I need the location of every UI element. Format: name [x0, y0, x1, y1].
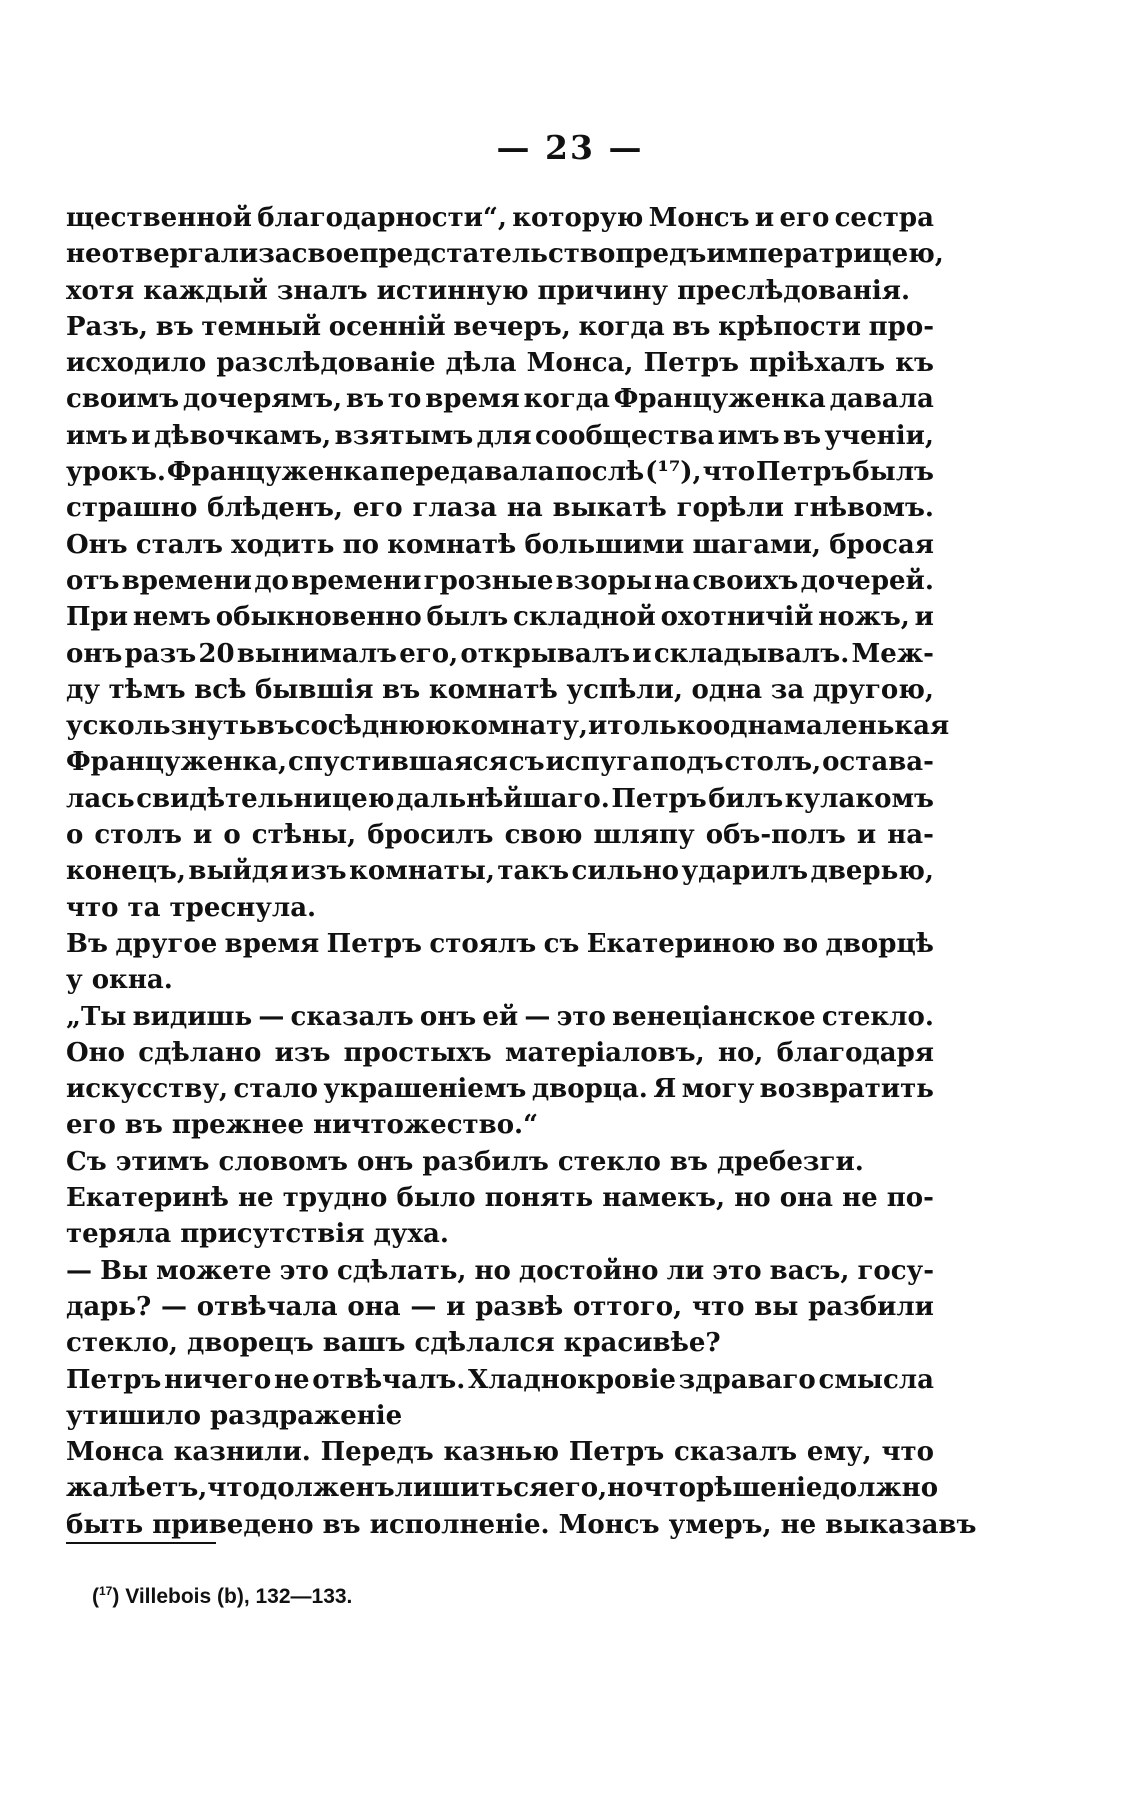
- word: предстательство: [359, 239, 616, 270]
- body-text: [66, 200, 977, 1543]
- word: При: [66, 602, 129, 633]
- word: но: [607, 1473, 644, 1504]
- word: стало: [233, 1074, 318, 1105]
- word: въ: [783, 420, 822, 451]
- word: ничего: [164, 1364, 272, 1395]
- word: обыкновенно: [215, 602, 422, 633]
- word: стоялъ: [429, 928, 537, 959]
- text-line: [66, 345, 934, 381]
- text-line: [66, 708, 950, 744]
- word: взоры: [555, 565, 652, 596]
- word: въ: [672, 311, 711, 342]
- word: давала: [829, 384, 934, 415]
- word: —: [258, 1001, 285, 1032]
- word: казнили.: [173, 1437, 311, 1468]
- text-line: [66, 236, 944, 272]
- text-line: [66, 1144, 934, 1180]
- word: такъ: [497, 856, 570, 887]
- word: казнью: [443, 1437, 560, 1468]
- word: сказалъ: [673, 1437, 798, 1468]
- word: комнаты,: [349, 856, 495, 887]
- word: по: [342, 529, 379, 560]
- word: что: [691, 1291, 745, 1322]
- word: время: [425, 384, 520, 415]
- word: времени: [291, 565, 422, 596]
- text-line: [66, 1434, 934, 1470]
- text-line: [66, 1035, 934, 1071]
- text-line: [66, 853, 934, 889]
- paragraph: [66, 1144, 934, 1180]
- word: это: [279, 1255, 329, 1286]
- text-line: [66, 1362, 934, 1398]
- word: это: [712, 1255, 762, 1286]
- word: Петръ: [756, 457, 852, 488]
- word: ходить: [231, 529, 335, 560]
- word: въ: [256, 711, 295, 742]
- paragraph: [66, 1434, 977, 1543]
- word: долженъ: [259, 1473, 395, 1504]
- text-line-content: теряла присутствія духа.: [66, 1219, 449, 1250]
- word: его,: [399, 638, 459, 669]
- text-line: [66, 1289, 934, 1325]
- text-line: [66, 1325, 934, 1361]
- word: (¹⁷),: [645, 457, 702, 488]
- word: Я: [653, 1074, 677, 1105]
- word: сталъ: [135, 529, 223, 560]
- word: императрицею,: [706, 239, 944, 270]
- text-line: [66, 599, 934, 635]
- word: остава-: [822, 747, 934, 778]
- text-line: [66, 999, 934, 1035]
- word: дарь?: [66, 1291, 152, 1322]
- word: имъ: [717, 420, 780, 451]
- word: другою,: [812, 674, 934, 705]
- word: на: [654, 565, 691, 596]
- word: бывшія: [255, 674, 374, 705]
- word: видишь: [132, 1001, 253, 1032]
- word: свое: [291, 239, 360, 270]
- word: можете: [156, 1255, 272, 1286]
- word: блѣденъ,: [207, 493, 343, 524]
- text-line: [66, 309, 934, 345]
- word: глаза: [412, 493, 498, 524]
- word: горѣли: [676, 493, 784, 524]
- word: понять: [484, 1183, 594, 1214]
- text-line: [66, 744, 934, 780]
- word: могу: [681, 1074, 755, 1105]
- text-line-content: что та треснула.: [66, 892, 317, 923]
- word: о: [223, 820, 241, 851]
- word: должно: [822, 1473, 939, 1504]
- word: исходило: [66, 348, 207, 379]
- word: въ: [346, 384, 385, 415]
- word: разслѣдованіе: [216, 348, 436, 379]
- word: ему,: [806, 1437, 872, 1468]
- word: Француженка: [166, 457, 379, 488]
- text-line: [66, 1071, 934, 1107]
- word: что: [702, 457, 756, 488]
- text-line: [66, 273, 934, 309]
- word: столъ,: [724, 747, 822, 778]
- word: Монсъ: [648, 203, 750, 233]
- word: дворцѣ: [825, 928, 934, 959]
- word: былъ: [852, 457, 934, 488]
- word: маленькая: [783, 711, 950, 742]
- word: ученіи,: [824, 420, 934, 451]
- word: здраваго: [678, 1364, 816, 1395]
- word: —: [524, 1001, 551, 1032]
- word: намекъ,: [602, 1183, 726, 1214]
- word: тѣмъ: [108, 674, 186, 705]
- word: открывалъ: [460, 638, 631, 669]
- text-line: [66, 1253, 934, 1289]
- word: когда: [578, 311, 665, 342]
- word: благодарности“,: [257, 203, 507, 233]
- word: когда: [523, 384, 610, 415]
- word: на: [506, 493, 543, 524]
- word: ножъ,: [818, 602, 910, 633]
- word: благодаря: [776, 1037, 934, 1068]
- text-line: [66, 490, 934, 526]
- word: изъ: [274, 1037, 331, 1068]
- word: которую: [512, 203, 644, 233]
- word: она: [347, 1291, 401, 1322]
- word: сообщества: [534, 420, 715, 451]
- word: его,: [548, 1473, 608, 1504]
- word: дальнѣйшаго.: [395, 783, 610, 814]
- text-line: [66, 1398, 934, 1434]
- word: и: [131, 420, 151, 451]
- word: складной: [512, 602, 656, 633]
- word: ударилъ: [681, 856, 809, 887]
- word: то: [387, 384, 422, 415]
- word: отъ: [66, 565, 120, 596]
- word: рѣшеніе: [696, 1473, 823, 1504]
- text-line: [66, 962, 934, 998]
- word: бросая: [829, 529, 934, 560]
- word: украшеніемъ: [323, 1074, 527, 1105]
- word: грозные: [423, 565, 554, 596]
- text-line: [66, 1107, 934, 1143]
- word: другое: [115, 928, 218, 959]
- paragraph: [66, 200, 944, 309]
- word: онъ: [66, 638, 123, 669]
- footnote: ($^{17}$) Villebois (b), 132—133.: [92, 1584, 353, 1608]
- word: только: [607, 711, 713, 742]
- text-line: [66, 454, 934, 490]
- word: во: [782, 928, 819, 959]
- word: дочерямъ,: [182, 384, 343, 415]
- word: для: [476, 420, 532, 451]
- word: къ: [895, 348, 934, 379]
- text-line: [66, 926, 934, 962]
- word: венеціанское: [612, 1001, 816, 1032]
- word: разбили: [808, 1291, 934, 1322]
- word: ей: [482, 1001, 519, 1032]
- word: дѣла: [445, 348, 517, 379]
- text-line-content: его въ прежнее ничтожество.“: [66, 1110, 539, 1141]
- word: дочерей.: [800, 565, 934, 596]
- word: —: [410, 1291, 437, 1322]
- word: выкатѣ: [552, 493, 667, 524]
- word: отвергали: [101, 239, 259, 270]
- word: лась: [66, 783, 135, 814]
- word: испуга: [545, 747, 650, 778]
- word: большими: [524, 529, 685, 560]
- word: за: [258, 239, 292, 270]
- word: матеріаловъ,: [504, 1037, 705, 1068]
- word: Петръ: [568, 1437, 665, 1468]
- word: искусству,: [66, 1074, 229, 1105]
- word: шагами,: [692, 529, 821, 560]
- text-line: [66, 636, 934, 672]
- word: ду: [66, 674, 100, 705]
- text-line: [66, 563, 934, 599]
- word: Петръ: [66, 1364, 162, 1395]
- word: про-: [868, 311, 934, 342]
- word: сестра: [834, 203, 934, 233]
- word: Онъ: [66, 529, 128, 560]
- word: свидѣтельницею: [136, 783, 395, 814]
- word: дворца.: [531, 1074, 648, 1105]
- word: спустившаяся: [288, 747, 508, 778]
- word: на-: [887, 820, 934, 851]
- word: крѣпости: [718, 311, 861, 342]
- word: не: [238, 1183, 274, 1214]
- word: комнату,: [451, 711, 588, 742]
- word: Екатеринѣ: [66, 1183, 229, 1214]
- word: и: [914, 602, 934, 633]
- paragraph: [66, 1180, 934, 1253]
- word: простыхъ: [343, 1037, 492, 1068]
- paragraph: [66, 999, 934, 1144]
- word: съ: [508, 747, 545, 778]
- word: былъ: [426, 602, 509, 633]
- word: она: [779, 1183, 833, 1214]
- word: —: [66, 1255, 92, 1286]
- word: конецъ,: [66, 856, 186, 887]
- word: свою: [504, 820, 583, 851]
- text-line: [66, 200, 934, 236]
- text-line-content: стекло, дворецъ вашъ сдѣлался красивѣе?: [66, 1328, 721, 1359]
- paragraph: [66, 1362, 934, 1435]
- word: Француженка,: [66, 747, 288, 778]
- word: сосѣднюю: [294, 711, 452, 742]
- word: успѣли,: [566, 674, 683, 705]
- word: дѣвочкамъ,: [153, 420, 332, 451]
- word: стѣны,: [251, 820, 357, 851]
- word: но,: [717, 1037, 764, 1068]
- word: кулакомъ: [784, 783, 934, 814]
- word: осенній: [328, 311, 446, 342]
- word: стекло.: [821, 1001, 934, 1032]
- word: его: [779, 203, 830, 233]
- page-number: — 23 —: [496, 128, 644, 167]
- word: шляпу: [593, 820, 695, 851]
- word: и: [193, 820, 213, 851]
- word: Оно: [66, 1037, 126, 1068]
- word: одна: [691, 674, 763, 705]
- word: Монса,: [526, 348, 634, 379]
- word: билъ: [708, 783, 784, 814]
- word: передавала: [379, 457, 555, 488]
- word: сдѣлано: [138, 1037, 262, 1068]
- word: не: [66, 239, 102, 270]
- word: послѣ: [555, 457, 645, 488]
- word: оттого,: [572, 1291, 683, 1322]
- word: онъ: [419, 1001, 477, 1032]
- word: времени: [121, 565, 252, 596]
- footnote-divider: [66, 1542, 216, 1544]
- text-line: [66, 1216, 934, 1252]
- paragraph: [66, 1253, 934, 1362]
- word: по-: [886, 1183, 934, 1214]
- text-line: [66, 527, 934, 563]
- text-line: [66, 672, 934, 708]
- word: но: [734, 1183, 771, 1214]
- word: Француженка: [613, 384, 826, 415]
- word: Хладнокровіе: [468, 1364, 676, 1395]
- word: урокъ.: [66, 457, 166, 488]
- word: и: [587, 711, 608, 742]
- word: Петръ: [326, 928, 422, 959]
- word: дверью,: [810, 856, 934, 887]
- word: что: [207, 1473, 260, 1504]
- word: комнатѣ: [428, 674, 558, 705]
- footnote-marker: 17: [99, 1584, 113, 1598]
- word: что: [643, 1473, 697, 1504]
- word: Монса: [66, 1437, 164, 1468]
- word: и: [754, 203, 775, 233]
- word: щественной: [66, 203, 252, 233]
- word: и: [632, 638, 652, 669]
- word: время: [224, 928, 320, 959]
- word: всѣ: [194, 674, 247, 705]
- word: отвѣчалъ.: [312, 1364, 466, 1395]
- word: ускользнуть: [66, 711, 257, 742]
- text-line-content: хотя каждый зналъ истинную причину преслѣдованія.: [66, 275, 911, 306]
- word: лишиться: [394, 1473, 549, 1504]
- word: объ-полъ: [705, 820, 846, 851]
- word: Екатериною: [586, 928, 776, 959]
- word: это: [556, 1001, 606, 1032]
- word: своихъ: [692, 565, 799, 596]
- word: Меж-: [851, 638, 934, 669]
- word: Вы: [100, 1255, 149, 1286]
- word: было: [396, 1183, 476, 1214]
- paragraph: [66, 309, 950, 926]
- word: сказалъ: [290, 1001, 414, 1032]
- word: васъ,: [769, 1255, 850, 1286]
- text-line: [66, 381, 934, 417]
- word: о: [66, 820, 84, 851]
- word: 20: [198, 638, 235, 669]
- word: своимъ: [66, 384, 180, 415]
- text-line: [66, 817, 934, 853]
- word: одна: [712, 711, 784, 742]
- word: въ: [382, 674, 421, 705]
- paragraph: [66, 926, 934, 999]
- word: смысла: [818, 1364, 934, 1395]
- text-line: [66, 1180, 934, 1216]
- word: темный: [201, 311, 322, 342]
- word: Петръ: [643, 348, 739, 379]
- word: складывалъ.: [653, 638, 850, 669]
- word: и: [856, 820, 877, 851]
- word: до: [254, 565, 289, 596]
- word: комнатѣ: [387, 529, 517, 560]
- word: изъ: [290, 856, 347, 887]
- footnote-text: Villebois (b), 132—133.: [125, 1585, 353, 1608]
- text-line: [66, 890, 934, 926]
- word: что: [881, 1437, 934, 1468]
- word: немъ: [132, 602, 211, 633]
- word: сильно: [571, 856, 679, 887]
- text-line-content: утишило раздраженіе: [66, 1400, 403, 1431]
- word: развѣ: [475, 1291, 564, 1322]
- word: возвратить: [759, 1074, 934, 1105]
- word: Въ: [66, 928, 108, 959]
- word: разъ: [124, 638, 197, 669]
- text-line-content: быть приведено въ исполненіе. Монсъ умеръ, не выказавъ: [66, 1509, 977, 1540]
- word: съ: [543, 928, 580, 959]
- word: достойно: [518, 1255, 659, 1286]
- text-line: [66, 781, 934, 817]
- word: за: [770, 674, 805, 705]
- word: госу-: [857, 1255, 934, 1286]
- word: не: [842, 1183, 878, 1214]
- word: имъ: [66, 420, 128, 451]
- text-line: [66, 1470, 939, 1506]
- word: ли: [666, 1255, 705, 1286]
- text-line-content: Съ этимъ словомъ онъ разбилъ стекло въ дребезги.: [66, 1146, 864, 1177]
- word: вечеръ,: [453, 311, 571, 342]
- text-line: [66, 418, 934, 454]
- word: выйдя: [188, 856, 289, 887]
- word: пріѣхалъ: [749, 348, 886, 379]
- word: гнѣвомъ.: [793, 493, 934, 524]
- word: трудно: [282, 1183, 388, 1214]
- word: Петръ: [611, 783, 707, 814]
- word: жалѣетъ,: [66, 1473, 208, 1504]
- word: взятымъ: [334, 420, 474, 451]
- word: вы: [754, 1291, 799, 1322]
- word: „Ты: [66, 1001, 127, 1032]
- word: —: [161, 1291, 188, 1322]
- word: но: [474, 1255, 511, 1286]
- word: подъ: [649, 747, 724, 778]
- word: отвѣчала: [196, 1291, 338, 1322]
- word: сдѣлать,: [336, 1255, 467, 1286]
- word: и: [446, 1291, 466, 1322]
- word: охотничій: [660, 602, 814, 633]
- word: столъ: [94, 820, 182, 851]
- word: Передъ: [320, 1437, 434, 1468]
- word: вынималъ: [236, 638, 397, 669]
- word: предъ: [615, 239, 707, 270]
- word: его: [352, 493, 403, 524]
- text-line: [66, 1507, 977, 1543]
- word: бросилъ: [367, 820, 494, 851]
- word: страшно: [66, 493, 198, 524]
- text-line-content: у окна.: [66, 965, 173, 996]
- word: Разъ,: [66, 311, 148, 342]
- word: въ: [155, 311, 194, 342]
- word: не: [273, 1364, 310, 1395]
